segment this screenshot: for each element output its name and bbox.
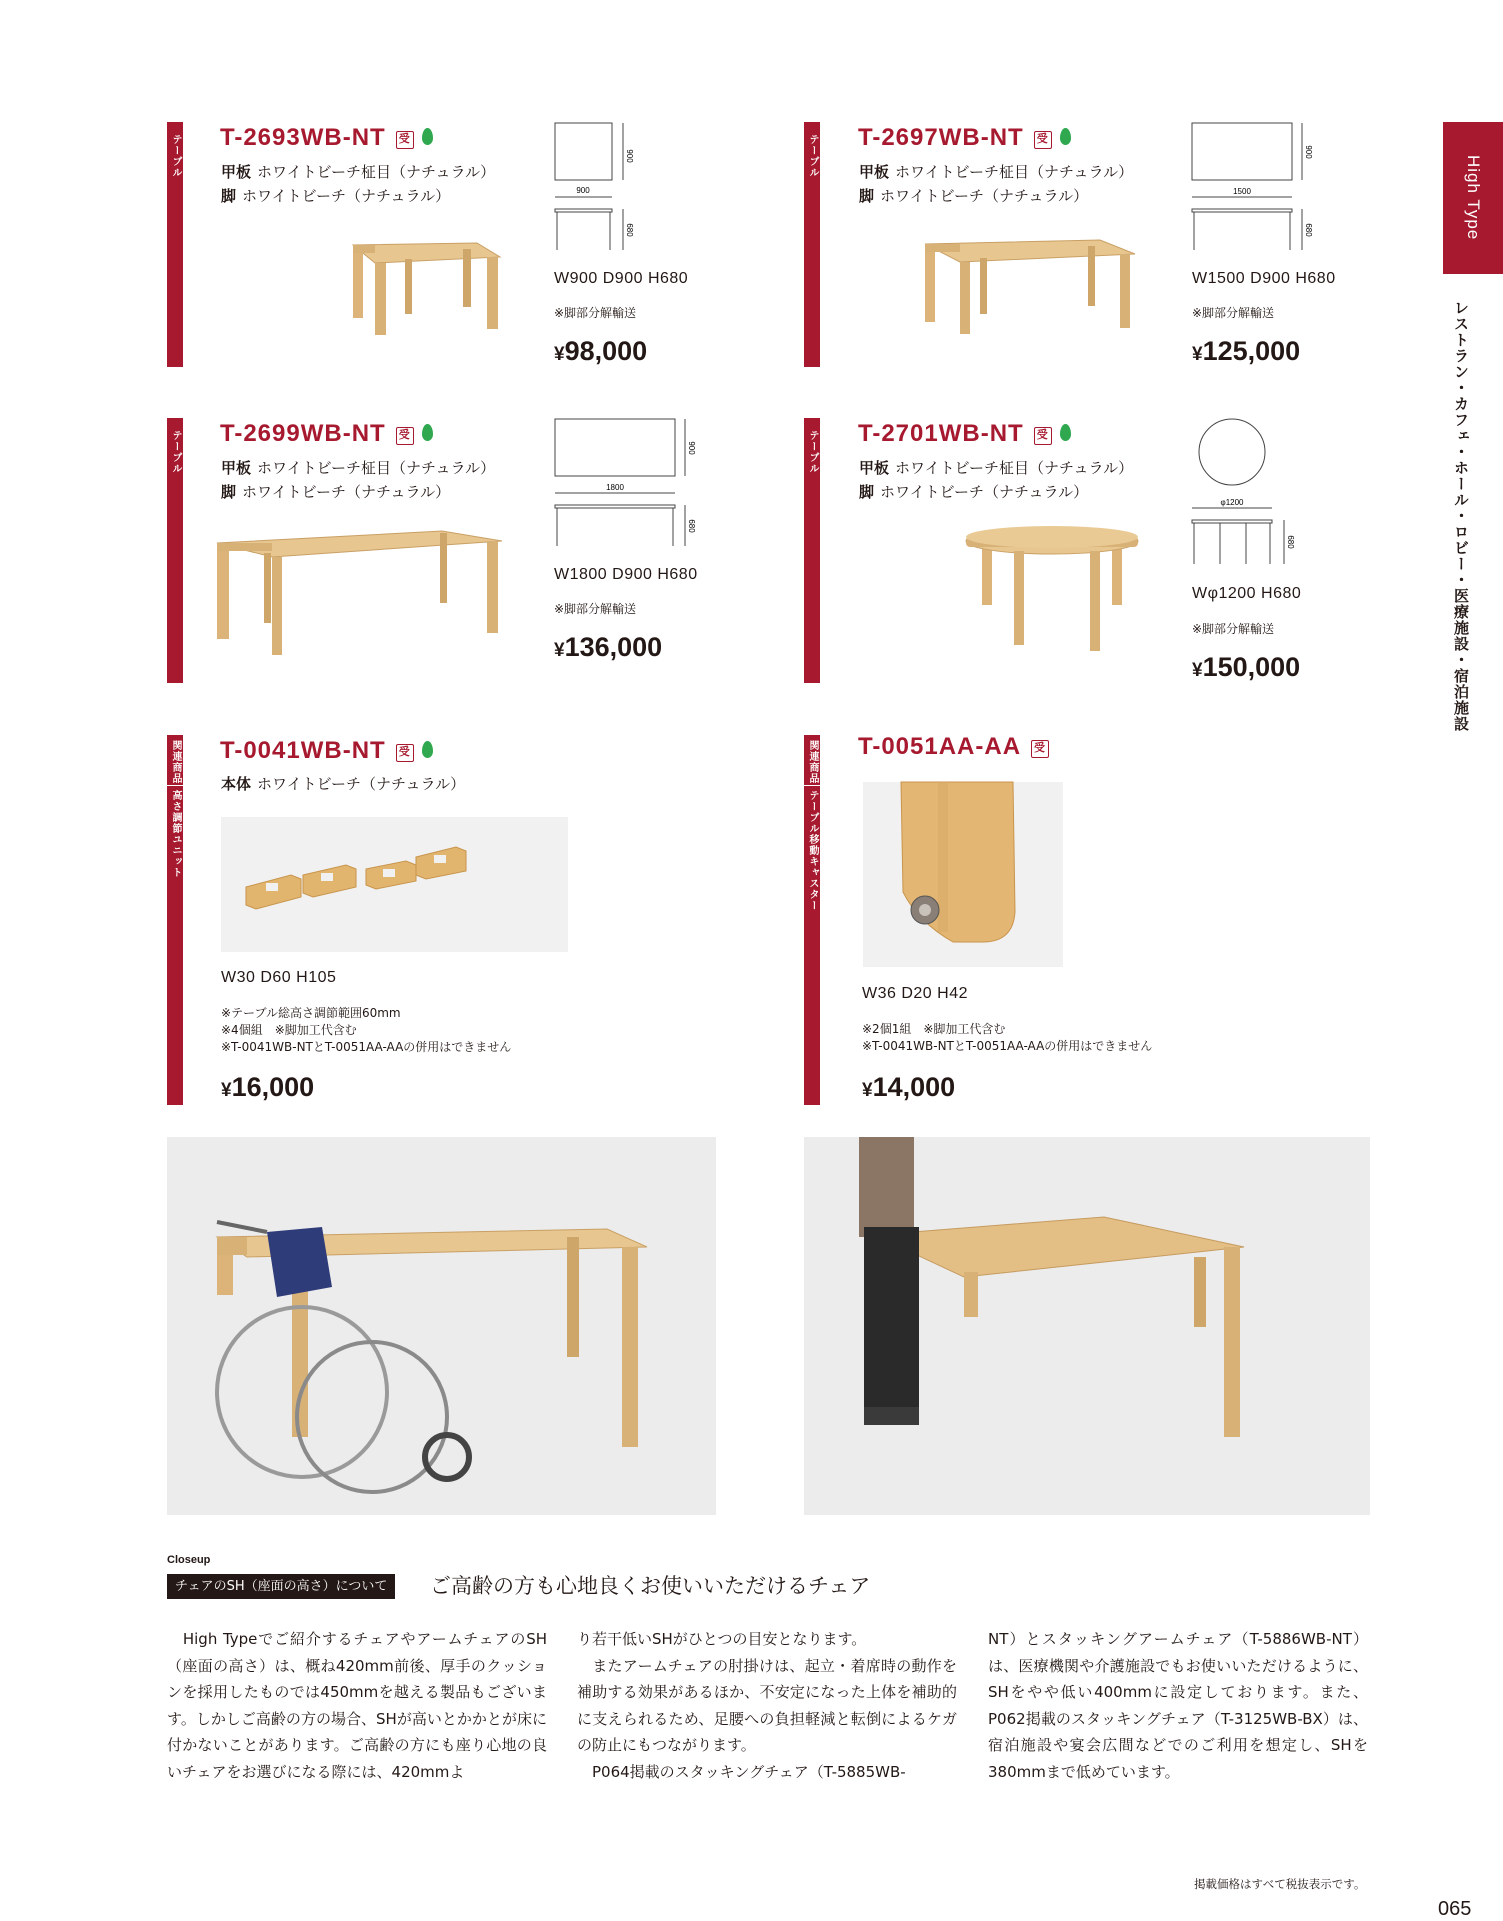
currency-symbol: ¥ <box>554 640 565 661</box>
price-value: 150,000 <box>1202 652 1301 682</box>
product-note: ※4個組 ※脚加工代含む <box>221 1023 357 1037</box>
material-part: 脚 <box>859 187 875 205</box>
closeup-text-column: り若干低いSHがひとつの目安となります。 またアームチェアの肘掛けは、起立・着席時の動作を補助する効果があるほか、不安定になった上体を補助的に支えられるため、足腰への負担軽減と転倒によるケガの防止にもつながります。 P064掲載のスタッキングチェア（T-5885WB- <box>577 1630 957 1781</box>
material-desc: ホワイトビーチ（ナチュラル） <box>257 775 466 793</box>
product-code-text: T-2701WB-NT <box>858 420 1024 447</box>
product-code <box>220 124 433 152</box>
currency-symbol: ¥ <box>1192 660 1203 681</box>
material-line <box>859 184 1088 208</box>
scene-photo-table-lift <box>804 1137 1370 1515</box>
side-tab-label[interactable]: High Type <box>1464 155 1483 241</box>
category-sub-label: 高さ調節ユニット <box>170 790 181 878</box>
product-code <box>220 420 433 448</box>
eco-leaf-icon <box>422 741 433 758</box>
product-note: ※テーブル総高さ調節範囲60mm <box>221 1006 401 1020</box>
currency-symbol: ¥ <box>1192 344 1203 365</box>
product-photo-round-table <box>962 525 1142 655</box>
price-value: 16,000 <box>231 1072 315 1102</box>
product-price <box>221 1072 314 1103</box>
material-part: 甲板 <box>221 163 252 181</box>
product-price <box>554 336 647 367</box>
order-badge-icon: 受 <box>1034 427 1052 445</box>
dimension-drawing <box>553 416 703 556</box>
product-price <box>554 632 662 663</box>
order-badge-icon: 受 <box>396 131 414 149</box>
product-note: ※2個1組 ※脚加工代含む <box>862 1022 1006 1036</box>
scene-photo-wheelchair-table <box>167 1137 716 1515</box>
product-photo-height-units <box>221 817 568 952</box>
material-part: 脚 <box>859 483 875 501</box>
page-number: 065 <box>1438 1898 1472 1920</box>
product-photo-rect-table <box>920 232 1140 334</box>
category-label: 関連商品 <box>804 738 820 786</box>
product-photo-long-table <box>212 525 507 655</box>
closeup-text-column: High Typeでご紹介するチェアやアームチェアのSH（座面の高さ）は、概ね420mm前後、厚手のクッションを採用したものでは450mmを越える製品もございます。しかしご高齢の方の場合、SHが高いとかかとが床に付かないことがあります。ご高齢の方にも座り心地の良いチェアをお選びになる際には、420mmよ <box>167 1630 547 1781</box>
dim-height-label: 680 <box>1304 223 1313 237</box>
material-line <box>221 160 495 184</box>
dim-width-label: φ1200 <box>1220 498 1244 507</box>
product-price <box>1192 336 1300 367</box>
product-dimensions: Wφ1200 H680 <box>1192 585 1302 602</box>
material-part: 脚 <box>221 483 237 501</box>
dim-depth-label: 900 <box>625 149 634 163</box>
product-photo-square-table <box>345 235 505 335</box>
category-label: 関連商品 <box>167 738 183 786</box>
closeup-label: Closeup <box>167 1554 211 1566</box>
dimension-drawing <box>1190 416 1300 576</box>
side-category-label: レストラン・カフェ・ホール・ロビー・医療施設・宿泊施設 <box>1452 300 1470 732</box>
product-note: ※T-0041WB-NTとT-0051AA-AAの併用はできません <box>862 1039 1153 1053</box>
category-label: テーブル <box>170 430 181 474</box>
price-value: 136,000 <box>564 632 663 662</box>
product-code-text: T-2699WB-NT <box>220 420 386 447</box>
product-dimensions: W900 D900 H680 <box>554 270 689 287</box>
dim-depth-label: 900 <box>1304 145 1313 159</box>
product-price <box>862 1072 955 1103</box>
material-line <box>221 772 465 796</box>
material-line <box>859 160 1133 184</box>
dimension-drawing <box>553 120 633 260</box>
currency-symbol: ¥ <box>221 1080 232 1101</box>
order-badge-icon: 受 <box>396 427 414 445</box>
material-desc: ホワイトビーチ（ナチュラル） <box>242 187 451 205</box>
order-badge-icon: 受 <box>1031 740 1049 758</box>
order-badge-icon: 受 <box>1034 131 1052 149</box>
price-footnote: 掲載価格はすべて税抜表示です。 <box>1194 1877 1366 1891</box>
dim-width-label: 900 <box>576 186 590 195</box>
product-price <box>1192 652 1300 683</box>
dim-height-label: 680 <box>687 519 696 533</box>
material-line <box>221 184 450 208</box>
product-dimensions: W36 D20 H42 <box>862 985 968 1002</box>
eco-leaf-icon <box>1060 424 1071 441</box>
product-code <box>858 124 1071 152</box>
material-line <box>859 456 1133 480</box>
material-part: 甲板 <box>221 459 252 477</box>
material-desc: ホワイトビーチ柾目（ナチュラル） <box>257 163 496 181</box>
product-dimensions: W1800 D900 H680 <box>554 566 698 583</box>
dim-height-label: 680 <box>1286 535 1295 549</box>
category-label: テーブル <box>170 134 181 178</box>
category-label: テーブル <box>807 430 818 474</box>
closeup-title: ご高齢の方も心地良くお使いいただけるチェア <box>430 1574 871 1598</box>
material-desc: ホワイトビーチ柾目（ナチュラル） <box>257 459 496 477</box>
material-desc: ホワイトビーチ（ナチュラル） <box>242 483 451 501</box>
currency-symbol: ¥ <box>554 344 565 365</box>
product-note: ※脚部分解輸送 <box>554 602 637 616</box>
category-label: テーブル <box>807 134 818 178</box>
product-note: ※脚部分解輸送 <box>1192 306 1275 320</box>
product-code-text: T-2697WB-NT <box>858 124 1024 151</box>
closeup-text-column: NT）とスタッキングアームチェア（T-5886WB-NT）は、医療機関や介護施設でもお使いいただけるように、SHをやや低い400mmに設定しております。また、P062掲載のスタッキングチェア（T-3125WB-BX）は、宿泊施設や宴会広間などでのご利用を想定し、SHを380mmまで低めています。 <box>988 1630 1368 1781</box>
dim-height-label: 680 <box>625 223 634 237</box>
eco-leaf-icon <box>422 128 433 145</box>
order-badge-icon: 受 <box>396 744 414 762</box>
material-desc: ホワイトビーチ（ナチュラル） <box>880 483 1089 501</box>
product-dimensions: W1500 D900 H680 <box>1192 270 1336 287</box>
currency-symbol: ¥ <box>862 1080 873 1101</box>
material-line <box>221 456 495 480</box>
product-code-text: T-0051AA-AA <box>858 733 1022 760</box>
product-code <box>858 420 1071 448</box>
category-sub-label: テーブル移動キャスター <box>807 790 818 911</box>
material-part: 脚 <box>221 187 237 205</box>
material-desc: ホワイトビーチ（ナチュラル） <box>880 187 1089 205</box>
material-line <box>221 480 450 504</box>
product-code <box>858 733 1049 761</box>
material-part: 甲板 <box>859 163 890 181</box>
material-desc: ホワイトビーチ柾目（ナチュラル） <box>895 163 1134 181</box>
dimension-drawing <box>1190 120 1313 260</box>
product-note: ※脚部分解輸送 <box>554 306 637 320</box>
dim-width-label: 1800 <box>606 483 624 492</box>
eco-leaf-icon <box>422 424 433 441</box>
material-desc: ホワイトビーチ柾目（ナチュラル） <box>895 459 1134 477</box>
product-dimensions: W30 D60 H105 <box>221 969 337 986</box>
material-part: 本体 <box>221 775 252 793</box>
product-code <box>220 737 433 765</box>
product-note: ※T-0041WB-NTとT-0051AA-AAの併用はできません <box>221 1040 512 1054</box>
closeup-tag: チェアのSH（座面の高さ）について <box>167 1574 395 1599</box>
product-code-text: T-2693WB-NT <box>220 124 386 151</box>
dim-width-label: 1500 <box>1233 187 1251 196</box>
price-value: 98,000 <box>564 336 648 366</box>
material-line <box>859 480 1088 504</box>
price-value: 125,000 <box>1202 336 1301 366</box>
product-photo-caster <box>863 782 1063 967</box>
product-note: ※脚部分解輸送 <box>1192 622 1275 636</box>
dim-depth-label: 900 <box>687 441 696 455</box>
price-value: 14,000 <box>872 1072 956 1102</box>
eco-leaf-icon <box>1060 128 1071 145</box>
material-part: 甲板 <box>859 459 890 477</box>
product-code-text: T-0041WB-NT <box>220 737 386 764</box>
